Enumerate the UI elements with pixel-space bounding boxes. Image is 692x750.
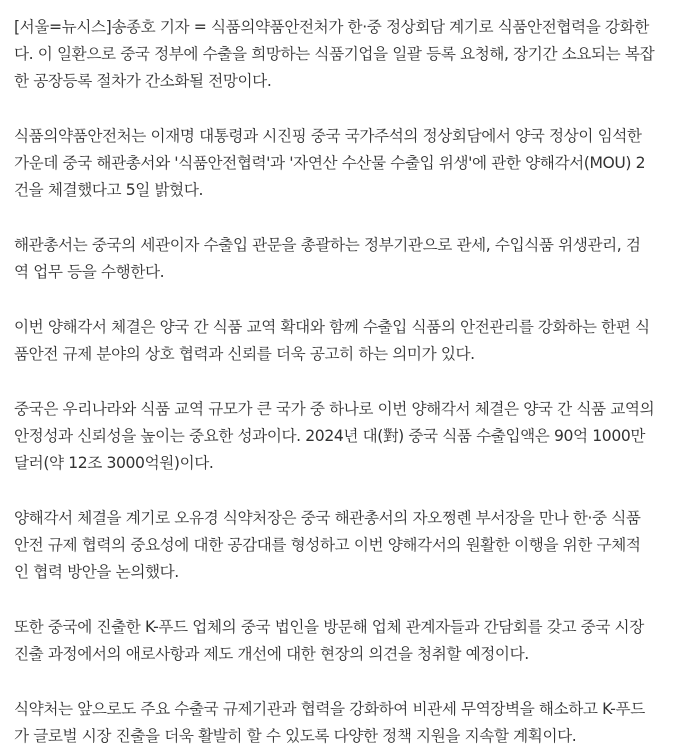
paragraph-line: 양해각서 체결을 계기로 오유경 식약처장은 중국 해관총서의 자오쩡롄 부서장을 만나 한·중 식품	[14, 509, 641, 527]
paragraph-line: 식약처는 앞으로도 주요 수출국 규제기관과 협력을 강화하여 비관세 무역장벽을 해소하고 K-푸드	[14, 700, 645, 718]
paragraph-line: 가 글로벌 시장 진출을 더욱 활발히 할 수 있도록 다양한 정책 지원을 지속할 계획이다.	[14, 727, 577, 745]
paragraph-line: 인 협력 방안을 논의했다.	[14, 563, 179, 581]
paragraph-line: 역 업무 등을 수행한다.	[14, 263, 165, 281]
paragraph-line: 이번 양해각서 체결은 양국 간 식품 교역 확대와 함께 수출입 식품의 안전관리를 강화하는 한편 식	[14, 318, 650, 336]
paragraph-line: 가운데 중국 해관총서와 '식품안전협력'과 '자연산 수산물 수출입 위생'에 관한 양해각서(MOU) 2	[14, 154, 646, 172]
paragraph-line: 안전 규제 협력의 중요성에 대한 공감대를 형성하고 이번 양해각서의 원활한 이행을 위한 구체적	[14, 536, 641, 554]
paragraph-line: 해관총서는 중국의 세관이자 수출입 관문을 총괄하는 정부기관으로 관세, 수입식품 위생관리, 검	[14, 236, 641, 254]
paragraph-line: [서울=뉴시스]송종호 기자 = 식품의약품안전처가 한·중 정상회담 계기로 식품안전협력을 강화한	[14, 18, 649, 36]
paragraph-line: 또한 중국에 진출한 K-푸드 업체의 중국 법인을 방문해 업체 관계자들과 간담회를 갖고 중국 시장	[14, 618, 644, 636]
paragraph-line: 중국은 우리나라와 식품 교역 규모가 큰 국가 중 하나로 이번 양해각서 체결은 양국 간 식품 교역의	[14, 400, 655, 418]
paragraph-line: 품안전 규제 분야의 상호 협력과 신뢰를 더욱 공고히 하는 의미가 있다.	[14, 345, 475, 363]
article-paragraph	[14, 696, 682, 750]
paragraph-line: 안정성과 신뢰성을 높이는 중요한 성과이다. 2024년 대(對) 중국 식품 수출입액은 90억 1000만	[14, 427, 646, 445]
article-paragraph	[14, 123, 682, 204]
paragraph-line: 다. 이 일환으로 중국 정부에 수출을 희망하는 식품기업을 일괄 등록 요청해, 장기간 소요되는 복잡	[14, 45, 655, 63]
article-paragraph-lead	[14, 14, 682, 95]
article-paragraph	[14, 505, 682, 586]
article-paragraph	[14, 232, 682, 286]
article-paragraph	[14, 314, 682, 368]
paragraph-line: 한 공장등록 절차가 간소화될 전망이다.	[14, 72, 272, 90]
article-paragraph	[14, 396, 682, 477]
paragraph-line: 식품의약품안전처는 이재명 대통령과 시진핑 중국 국가주석의 정상회담에서 양국 정상이 임석한	[14, 127, 642, 145]
paragraph-line: 건을 체결했다고 5일 밝혔다.	[14, 181, 204, 199]
paragraph-line: 진출 과정에서의 애로사항과 제도 개선에 대한 현장의 의견을 청취할 예정이다.	[14, 645, 529, 663]
paragraph-line: 달러(약 12조 3000억원)이다.	[14, 454, 214, 472]
article-paragraph	[14, 614, 682, 668]
